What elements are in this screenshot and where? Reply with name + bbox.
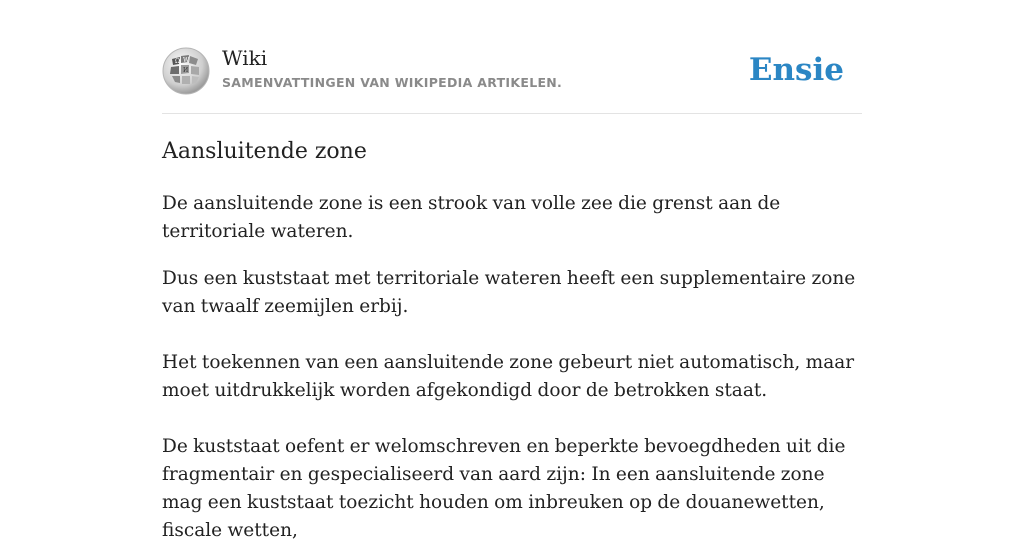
article-paragraph: Dus een kuststaat met territoriale wateren heeft een supplementaire zone van twaalf zeemijlen erbij. [162,268,856,317]
article-title: Aansluitende zone [162,139,367,164]
site-header [162,44,862,114]
site-title[interactable]: Wiki [222,46,268,70]
svg-text:W: W [183,57,190,64]
article-intro: De aansluitende zone is een strook van volle zee die grenst aan de territoriale wateren. [162,193,781,242]
svg-text:Ω: Ω [175,58,180,65]
article-paragraph: Het toekennen van een aansluitende zone gebeurt niet automatisch, maar moet uitdrukkelijk worden afgekondigd door de betrokken staat. [162,352,855,401]
ensie-brand-logo[interactable]: Ensie [748,52,844,88]
site-subtitle: SAMENVATTINGEN VAN WIKIPEDIA ARTIKELEN. [222,75,563,90]
article-paragraph: De kuststaat oefent er welomschreven en beperkte bevoegdheden uit die fragmentair en gespecialiseerd van aard zijn: In een aansluitende zone mag een kuststaat toezicht houden om inbreuken op de douanewetten, fiscale wetten, [162,436,846,541]
article [162,136,862,545]
svg-text:И: И [183,67,189,74]
wikipedia-globe-icon[interactable] [162,47,210,95]
